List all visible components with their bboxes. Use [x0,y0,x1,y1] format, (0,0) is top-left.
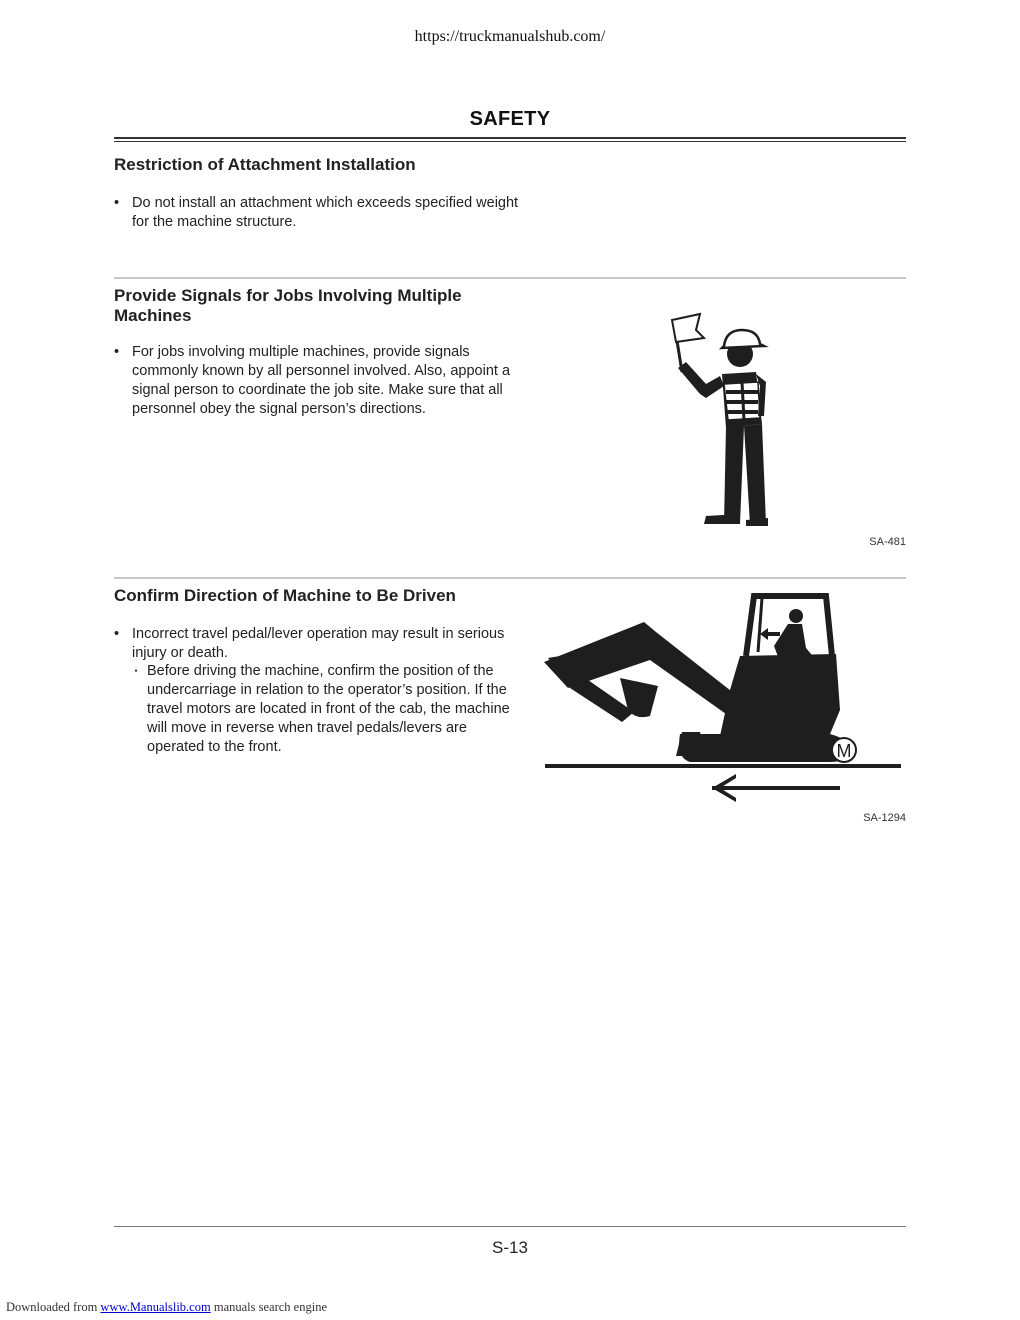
page-number: S-13 [492,1238,528,1257]
bullet-symbol: • [114,344,120,360]
subbullet-text: Before driving the machine, confirm the position of the undercarriage in relation to the operator’s position. If the travel motors are located in front of the cab, the machine will move in reverse when travel pedals/levers are operated to the front. [147,663,510,755]
bullet-text: Do not install an attachment which exceeds specified weight for the machine structure. [132,195,519,230]
title-rule-bottom [114,141,906,142]
bullet-direction [114,625,524,663]
figure-code-signal: SA-481 [869,536,906,548]
section-heading-direction: Confirm Direction of Machine to Be Driven [114,586,456,605]
bullet-symbol: • [114,626,120,642]
subbullet-direction [130,662,525,757]
page-title: SAFETY [469,108,551,130]
bullet-signals [114,343,524,419]
subbullet-symbol: ・ [130,664,143,678]
bullet-text: For jobs involving multiple machines, provide signals commonly known by all personnel involved. Also, appoint a signal person to coordinate the job site. Make sure that all personnel obey the signal person’s directions. [132,344,511,417]
bullet-symbol: • [114,195,120,211]
source-url: https://truckmanualshub.com/ [414,28,606,45]
manualslib-link[interactable]: www.Manualslib.com [100,1300,211,1314]
download-prefix: Downloaded from [6,1300,98,1314]
excavator-figure [540,590,906,810]
section-divider [114,277,906,279]
download-credit [6,1300,327,1315]
footer-rule [114,1226,906,1227]
bullet-attachment [114,194,524,232]
section-divider [114,577,906,579]
figure-code-excavator: SA-1294 [863,812,906,824]
title-rule-top [114,137,906,139]
travel-arrow-icon [712,786,840,790]
travel-motor-label: M [836,741,852,761]
section-heading-attachment: Restriction of Attachment Installation [114,155,416,174]
download-suffix: manuals search engine [213,1300,327,1314]
bullet-text: Incorrect travel pedal/lever operation may result in serious injury or death. [132,626,505,661]
section-heading-signals: Provide Signals for Jobs Involving Multiple Machines [114,286,462,325]
signal-person-figure [660,312,780,530]
